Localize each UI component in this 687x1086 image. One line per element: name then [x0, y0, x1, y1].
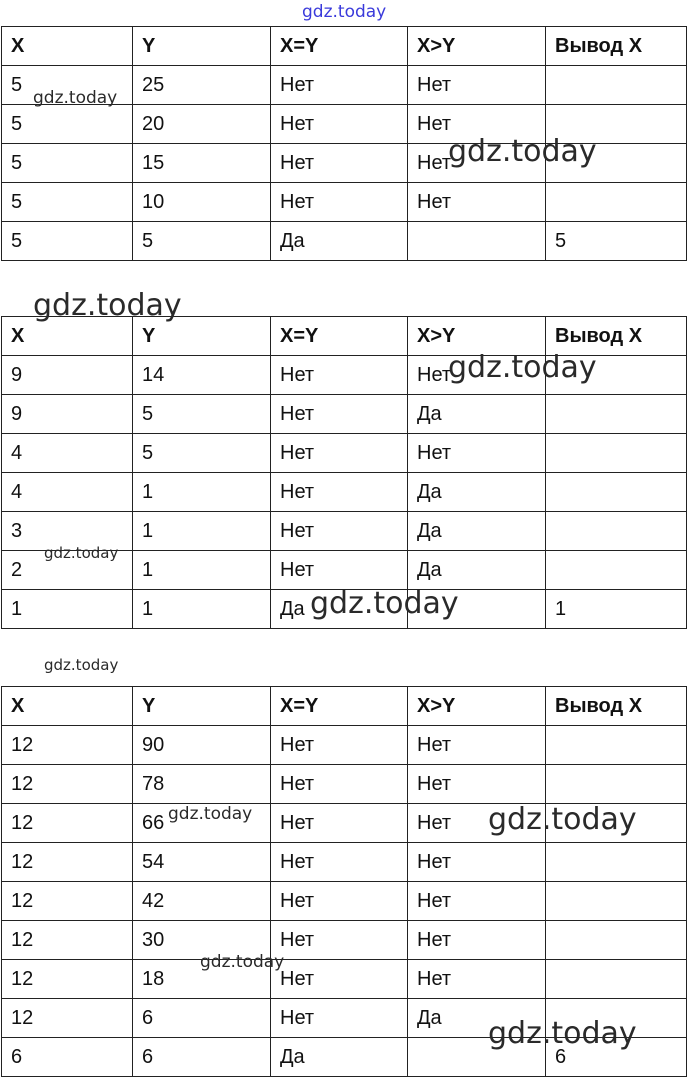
cell-x-eq-y: Нет — [271, 765, 408, 804]
header-x-gt-y: X>Y — [408, 687, 546, 726]
cell-x-gt-y: Нет — [408, 843, 546, 882]
watermark: gdz.today — [44, 656, 119, 674]
cell-y: 25 — [133, 66, 271, 105]
cell-x: 12 — [2, 726, 133, 765]
cell-output-x — [546, 960, 687, 999]
header-x-gt-y: X>Y — [408, 27, 546, 66]
table-row — [2, 882, 687, 921]
cell-y: 14 — [133, 356, 271, 395]
cell-x: 1 — [2, 590, 133, 629]
cell-output-x — [546, 882, 687, 921]
table-row — [2, 960, 687, 999]
header-x-eq-y: X=Y — [271, 27, 408, 66]
cell-x: 12 — [2, 882, 133, 921]
cell-y: 15 — [133, 144, 271, 183]
cell-output-x: 6 — [546, 1038, 687, 1077]
table-row — [2, 473, 687, 512]
cell-y: 42 — [133, 882, 271, 921]
cell-x-eq-y: Нет — [271, 473, 408, 512]
watermark: gdz.today — [448, 134, 597, 169]
cell-x: 12 — [2, 960, 133, 999]
cell-x: 5 — [2, 144, 133, 183]
table-row — [2, 921, 687, 960]
cell-y: 5 — [133, 222, 271, 261]
cell-x-gt-y: Нет — [408, 144, 546, 183]
header-output-x: Вывод X — [546, 317, 687, 356]
cell-x-gt-y: Да — [408, 999, 546, 1038]
cell-x-gt-y: Нет — [408, 356, 546, 395]
cell-x: 5 — [2, 66, 133, 105]
watermark: gdz.today — [33, 288, 182, 323]
watermark: gdz.today — [302, 2, 387, 22]
cell-y: 30 — [133, 921, 271, 960]
cell-output-x — [546, 66, 687, 105]
cell-y: 20 — [133, 105, 271, 144]
cell-x-eq-y: Да — [271, 590, 408, 629]
cell-output-x: 5 — [546, 222, 687, 261]
cell-y: 1 — [133, 512, 271, 551]
cell-output-x — [546, 921, 687, 960]
cell-x-eq-y: Нет — [271, 183, 408, 222]
header-x-eq-y: X=Y — [271, 687, 408, 726]
cell-x: 9 — [2, 395, 133, 434]
cell-y: 5 — [133, 395, 271, 434]
watermark: gdz.today — [488, 1016, 637, 1051]
cell-x-eq-y: Нет — [271, 921, 408, 960]
cell-x-gt-y: Нет — [408, 960, 546, 999]
cell-x-eq-y: Нет — [271, 726, 408, 765]
cell-y: 1 — [133, 473, 271, 512]
cell-x-eq-y: Нет — [271, 66, 408, 105]
table-row — [2, 183, 687, 222]
cell-x: 4 — [2, 473, 133, 512]
cell-x-gt-y: Да — [408, 512, 546, 551]
table-row — [2, 765, 687, 804]
cell-x-gt-y: Нет — [408, 66, 546, 105]
header-output-x: Вывод X — [546, 27, 687, 66]
table-row — [2, 222, 687, 261]
cell-y: 18 — [133, 960, 271, 999]
cell-x-eq-y: Нет — [271, 551, 408, 590]
cell-y: 1 — [133, 551, 271, 590]
cell-y: 6 — [133, 1038, 271, 1077]
cell-y: 90 — [133, 726, 271, 765]
watermark: gdz.today — [488, 802, 637, 837]
cell-x-eq-y: Нет — [271, 434, 408, 473]
cell-output-x — [546, 473, 687, 512]
cell-x-eq-y: Нет — [271, 105, 408, 144]
cell-output-x — [546, 512, 687, 551]
cell-x-eq-y: Нет — [271, 395, 408, 434]
cell-x: 2 — [2, 551, 133, 590]
cell-output-x: 1 — [546, 590, 687, 629]
cell-x-gt-y: Нет — [408, 105, 546, 144]
header-row — [2, 687, 687, 726]
cell-output-x — [546, 765, 687, 804]
cell-x-eq-y: Нет — [271, 144, 408, 183]
table-row — [2, 395, 687, 434]
watermark: gdz.today — [33, 88, 118, 108]
watermark: gdz.today — [448, 350, 597, 385]
cell-x-gt-y: Нет — [408, 882, 546, 921]
cell-x: 12 — [2, 921, 133, 960]
header-x-gt-y: X>Y — [408, 317, 546, 356]
watermark: gdz.today — [168, 804, 253, 824]
cell-output-x — [546, 434, 687, 473]
cell-output-x — [546, 726, 687, 765]
cell-y: 10 — [133, 183, 271, 222]
cell-x: 5 — [2, 222, 133, 261]
cell-x-gt-y: Нет — [408, 765, 546, 804]
cell-x: 4 — [2, 434, 133, 473]
cell-output-x — [546, 183, 687, 222]
cell-x: 6 — [2, 1038, 133, 1077]
cell-x-gt-y: Нет — [408, 804, 546, 843]
cell-y: 78 — [133, 765, 271, 804]
cell-x: 12 — [2, 804, 133, 843]
cell-x-eq-y: Нет — [271, 356, 408, 395]
watermark: gdz.today — [310, 586, 459, 621]
cell-x-eq-y: Да — [271, 222, 408, 261]
cell-y: 54 — [133, 843, 271, 882]
cell-x-gt-y — [408, 222, 546, 261]
cell-x: 12 — [2, 765, 133, 804]
table-row — [2, 726, 687, 765]
cell-x: 5 — [2, 183, 133, 222]
cell-y: 5 — [133, 434, 271, 473]
cell-x-eq-y: Нет — [271, 512, 408, 551]
cell-x-eq-y: Нет — [271, 804, 408, 843]
cell-x-gt-y: Нет — [408, 183, 546, 222]
header-x-eq-y: X=Y — [271, 317, 408, 356]
watermark: gdz.today — [200, 952, 285, 972]
cell-x-eq-y: Нет — [271, 960, 408, 999]
cell-x-eq-y: Нет — [271, 843, 408, 882]
header-output-x: Вывод X — [546, 687, 687, 726]
cell-x-eq-y: Да — [271, 1038, 408, 1077]
cell-x-gt-y: Нет — [408, 726, 546, 765]
cell-x-gt-y: Да — [408, 551, 546, 590]
cell-x: 9 — [2, 356, 133, 395]
cell-x-gt-y: Да — [408, 473, 546, 512]
cell-y: 6 — [133, 999, 271, 1038]
cell-output-x — [546, 843, 687, 882]
header-row — [2, 27, 687, 66]
cell-y: 1 — [133, 590, 271, 629]
cell-x: 5 — [2, 105, 133, 144]
header-x: X — [2, 27, 133, 66]
cell-x: 3 — [2, 512, 133, 551]
header-x: X — [2, 317, 133, 356]
header-y: Y — [133, 687, 271, 726]
cell-output-x — [546, 551, 687, 590]
cell-x-eq-y: Нет — [271, 882, 408, 921]
table-row — [2, 434, 687, 473]
table-row — [2, 843, 687, 882]
header-x: X — [2, 687, 133, 726]
cell-x-gt-y: Нет — [408, 921, 546, 960]
header-y: Y — [133, 317, 271, 356]
watermark: gdz.today — [44, 544, 119, 562]
cell-y: 66 — [133, 804, 271, 843]
cell-x: 12 — [2, 999, 133, 1038]
cell-x-gt-y: Да — [408, 395, 546, 434]
header-y: Y — [133, 27, 271, 66]
cell-x-gt-y: Нет — [408, 434, 546, 473]
cell-x: 12 — [2, 843, 133, 882]
cell-output-x — [546, 395, 687, 434]
cell-x-eq-y: Нет — [271, 999, 408, 1038]
